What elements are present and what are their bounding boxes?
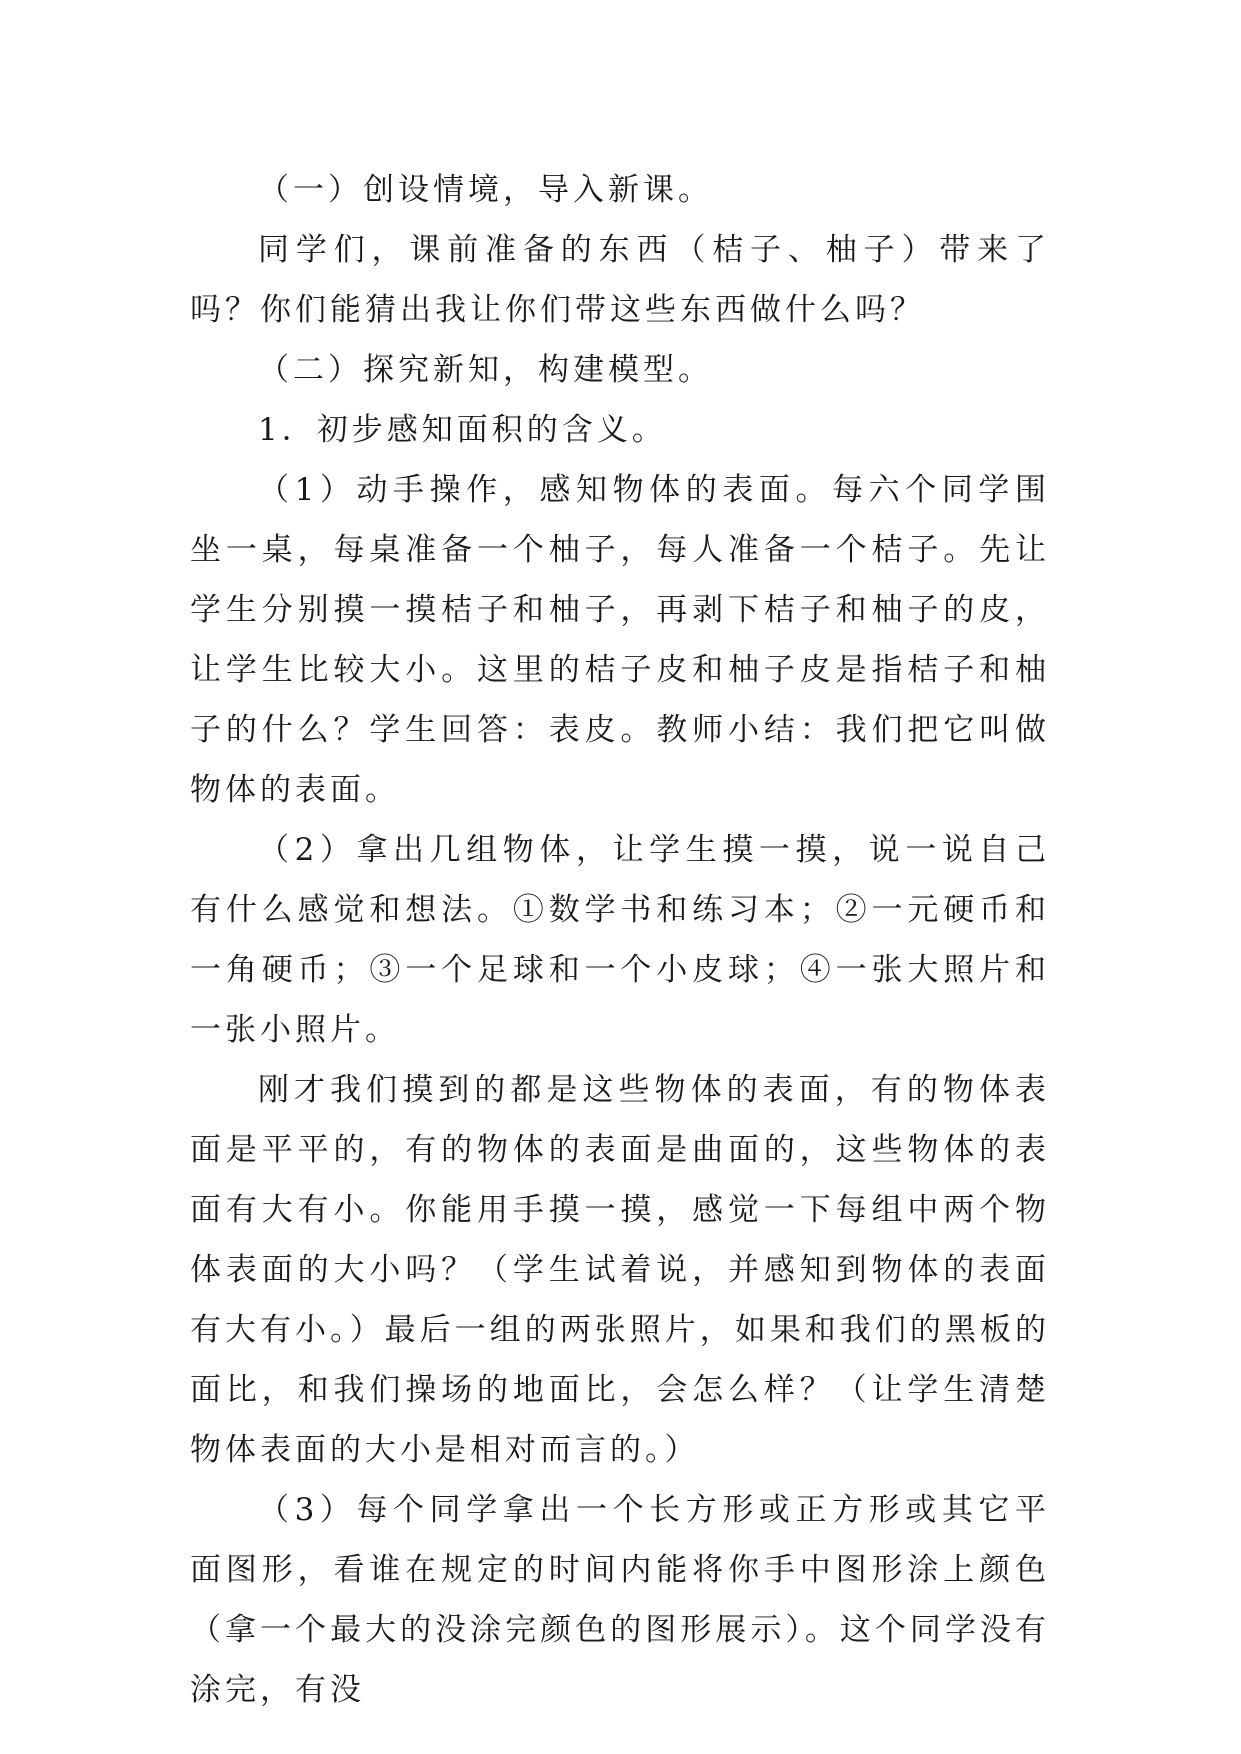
- section-heading-2: （二）探究新知，构建模型。: [258, 352, 713, 388]
- paragraph-surface-discussion: 刚才我们摸到的都是这些物体的表面，有的物体表面是平平的，有的物体的表面是曲面的，这些物体的表面有大有小。你能用手摸一摸，感觉一下每组中两个物体表面的大小吗？（学生试着说，并感知到物体的表面有大有小。）最后一组的两张照片，如果和我们的黑板的面比，和我们操场的地面比，会怎么样？（让学生清楚物体表面的大小是相对而言的。）: [190, 1072, 1050, 1468]
- document-body: [190, 160, 1050, 1720]
- paragraph-intro-question: 同学们，课前准备的东西（桔子、柚子）带来了吗？你们能猜出我让你们带这些东西做什么吗？: [190, 232, 1050, 328]
- section-heading-1: （一）创设情境，导入新课。: [258, 172, 713, 208]
- paragraph-step-2: （2）拿出几组物体，让学生摸一摸，说一说自己有什么感觉和想法。①数学书和练习本；②一元硬币和一角硬币；③一个足球和一个小皮球；④一张大照片和一张小照片。: [190, 832, 1050, 1048]
- subheading-area-meaning: 1．初步感知面积的含义。: [258, 412, 667, 448]
- paragraph-step-1: （1）动手操作，感知物体的表面。每六个同学围坐一桌，每桌准备一个柚子，每人准备一个桔子。先让学生分别摸一摸桔子和柚子，再剥下桔子和柚子的皮，让学生比较大小。这里的桔子皮和柚子皮是指桔子和柚子的什么？学生回答：表皮。教师小结：我们把它叫做物体的表面。: [190, 472, 1050, 808]
- paragraph-step-3: （3）每个同学拿出一个长方形或正方形或其它平面图形，看谁在规定的时间内能将你手中图形涂上颜色（拿一个最大的没涂完颜色的图形展示）。这个同学没有涂完，有没: [190, 1492, 1050, 1708]
